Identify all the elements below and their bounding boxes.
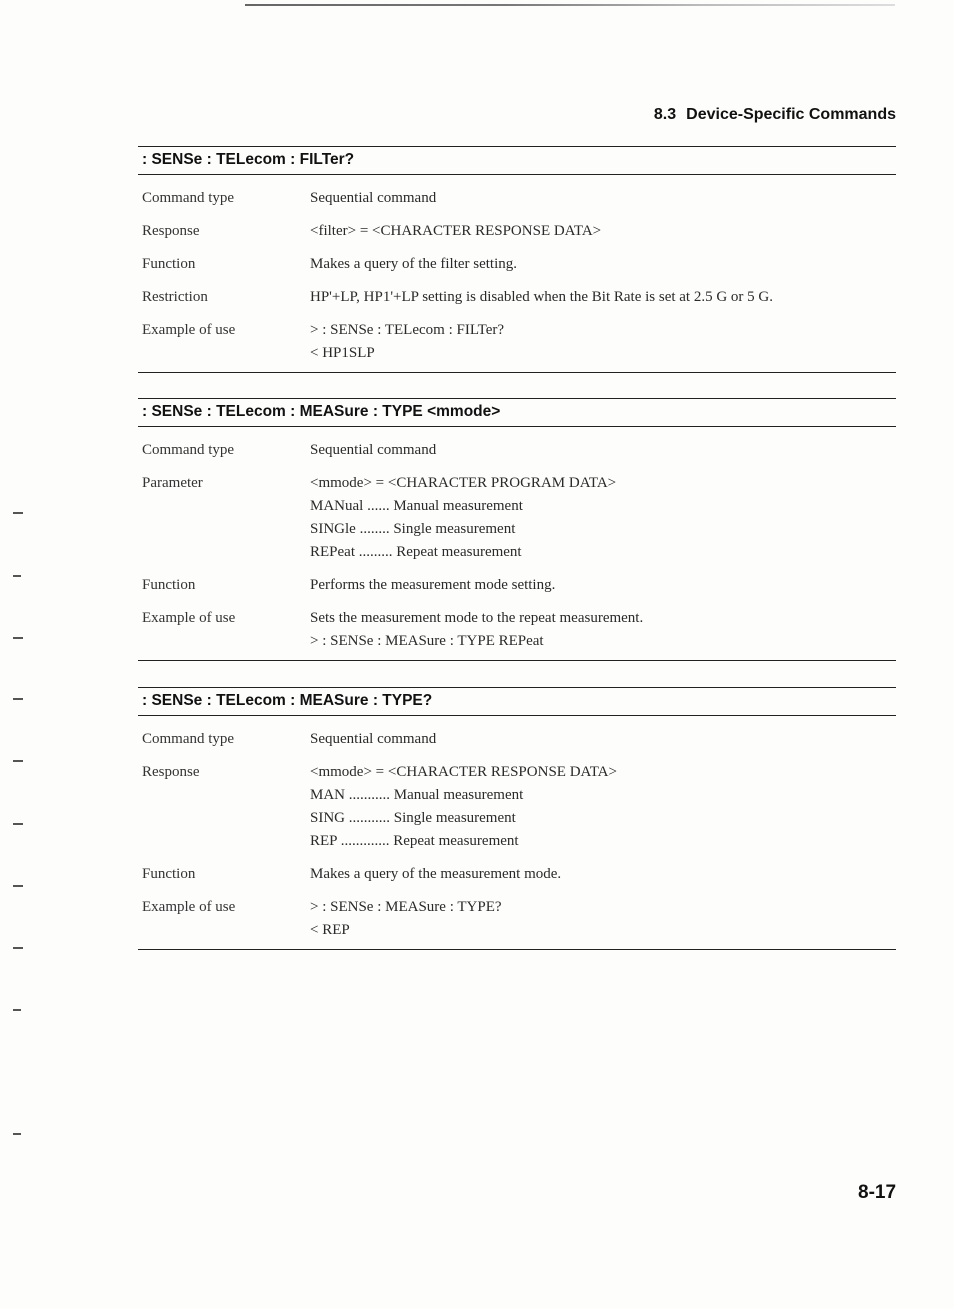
row-value: SINGle ........ Single measurement [310, 521, 516, 537]
row-value: Makes a query of the filter setting. [310, 256, 518, 272]
row-label: Example of use [142, 610, 236, 626]
row-value: > : SENSe : MEASure : TYPE? [310, 899, 502, 915]
row-value: > : SENSe : MEASure : TYPE REPeat [310, 633, 544, 649]
margin-tick [13, 947, 23, 949]
row-label: Response [142, 764, 200, 780]
command-row [138, 286, 896, 309]
margin-tick [13, 885, 23, 887]
row-value: REPeat ......... Repeat measurement [310, 544, 522, 560]
command-section-measure-type-query [138, 687, 896, 950]
margin-tick [13, 823, 23, 825]
margin-tick [13, 698, 23, 700]
row-value: Sequential command [310, 731, 437, 747]
row-label: Response [142, 223, 200, 239]
page-number: 8-17 [858, 1182, 897, 1203]
row-value: Sets the measurement mode to the repeat measurement. [310, 610, 644, 626]
section-end-rule [138, 660, 896, 661]
row-value: <mmode> = <CHARACTER PROGRAM DATA> [310, 475, 617, 491]
command-section-filter-query [138, 146, 896, 373]
row-value: <mmode> = <CHARACTER RESPONSE DATA> [310, 764, 617, 780]
row-value: < REP [310, 922, 350, 938]
row-value: MAN ........... Manual measurement [310, 787, 524, 803]
row-label: Function [142, 256, 196, 272]
row-label: Restriction [142, 289, 208, 305]
section-title: Device-Specific Commands [686, 106, 896, 123]
row-value: MANual ...... Manual measurement [310, 498, 523, 514]
command-section-measure-type [138, 398, 896, 661]
command-row [138, 896, 896, 942]
command-row [138, 187, 896, 210]
command-row [138, 319, 896, 365]
margin-tick [13, 575, 21, 577]
command-row [138, 761, 896, 853]
margin-tick [13, 1133, 21, 1135]
command-row [138, 863, 896, 886]
row-value: Sequential command [310, 442, 437, 458]
page-header [654, 106, 896, 124]
command-title: : SENSe : TELecom : MEASure : TYPE <mmode> [138, 398, 896, 427]
command-row [138, 472, 896, 564]
command-title: : SENSe : TELecom : FILTer? [138, 146, 896, 175]
section-end-rule [138, 372, 896, 373]
row-value: > : SENSe : TELecom : FILTer? [310, 322, 505, 338]
row-label: Parameter [142, 475, 203, 491]
row-value: HP'+LP, HP1'+LP setting is disabled when the Bit Rate is set at 2.5 G or 5 G. [310, 289, 774, 305]
command-row [138, 607, 896, 653]
section-number: 8.3 [653, 106, 677, 123]
row-label: Command type [142, 731, 235, 747]
margin-tick [13, 637, 23, 639]
command-row [138, 439, 896, 462]
margin-tick [13, 760, 23, 762]
row-value: SING ........... Single measurement [310, 810, 516, 826]
row-label: Example of use [142, 322, 236, 338]
row-value: Performs the measurement mode setting. [310, 577, 556, 593]
section-end-rule [138, 949, 896, 950]
row-value: <filter> = <CHARACTER RESPONSE DATA> [310, 223, 602, 239]
margin-tick [13, 512, 23, 514]
command-row [138, 253, 896, 276]
row-label: Command type [142, 442, 235, 458]
row-value: Makes a query of the measurement mode. [310, 866, 562, 882]
margin-tick [13, 1009, 21, 1011]
command-row [138, 728, 896, 751]
command-title: : SENSe : TELecom : MEASure : TYPE? [138, 687, 896, 716]
command-row [138, 220, 896, 243]
row-label: Function [142, 866, 196, 882]
row-value: REP ............. Repeat measurement [310, 833, 519, 849]
row-label: Command type [142, 190, 235, 206]
row-label: Function [142, 577, 196, 593]
row-value: < HP1SLP [310, 345, 375, 361]
command-row [138, 574, 896, 597]
row-label: Example of use [142, 899, 236, 915]
row-value: Sequential command [310, 190, 437, 206]
top-rule [245, 4, 895, 6]
